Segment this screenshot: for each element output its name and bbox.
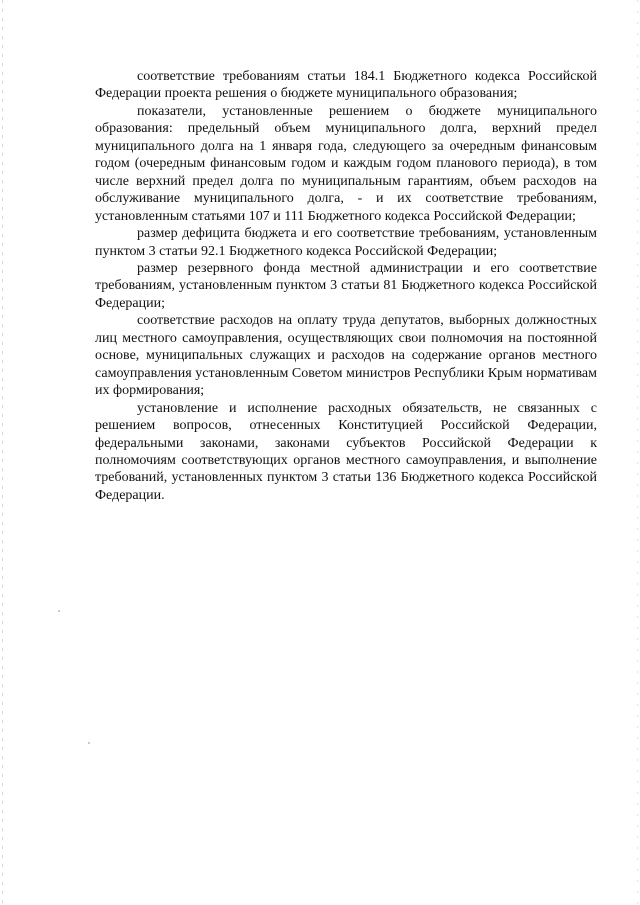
paragraph-salary-expenses: соответствие расходов на оплату труда депутатов, выборных должностных лиц местного самоуправления, осуществляющих свои полномочия на постоянной основе, муниципальных служащих и расходов на содержание органов местного самоуправления установленным Советом министров Республики Крым нормативам их формирования; — [95, 313, 597, 399]
scan-speck — [58, 610, 60, 612]
scan-edge-right — [637, 0, 638, 905]
paragraph-expenditure-obligations: установление и исполнение расходных обязательств, не связанных с решением вопросов, отнесенных Конституцией Российской Федерации, федеральными законами, законами субъектов Российской Федерации к полномочиям соответствующих органов местного самоуправления, и выполнение требований, установленных пунктом 3 статьи 136 Бюджетного кодекса Российской Федерации. — [95, 400, 597, 503]
paragraph-reserve-fund: размер резервного фонда местной администрации и его соответствие требованиям, установленным пунктом 3 статьи 81 Бюджетного кодекса Российской Федерации; — [95, 260, 597, 311]
document-body — [95, 68, 597, 504]
scan-speck — [88, 742, 90, 744]
paragraph-municipal-debt-indicators: показатели, установленные решением о бюджете муниципального образования: предельный объем муниципального долга, верхний предел муниципального долга на 1 января года, следующего за очередным финансовым годом (очередным финансовым годом и каждым годом планового периода), в том числе верхний предел долга по муниципальным гарантиям, объем расходов на обслуживание муниципального долга, - и их соответствие требованиям, установленным статьями 107 и 111 Бюджетного кодекса Российской Федерации; — [95, 103, 597, 224]
paragraph-budget-code-compliance: соответствие требованиям статьи 184.1 Бюджетного кодекса Российской Федерации проекта решения о бюджете муниципального образования; — [95, 69, 597, 102]
paragraph-budget-deficit: размер дефицита бюджета и его соответствие требованиям, установленным пунктом 3 статьи 92.1 Бюджетного кодекса Российской Федерации; — [95, 226, 597, 259]
scan-edge-left — [2, 0, 3, 905]
